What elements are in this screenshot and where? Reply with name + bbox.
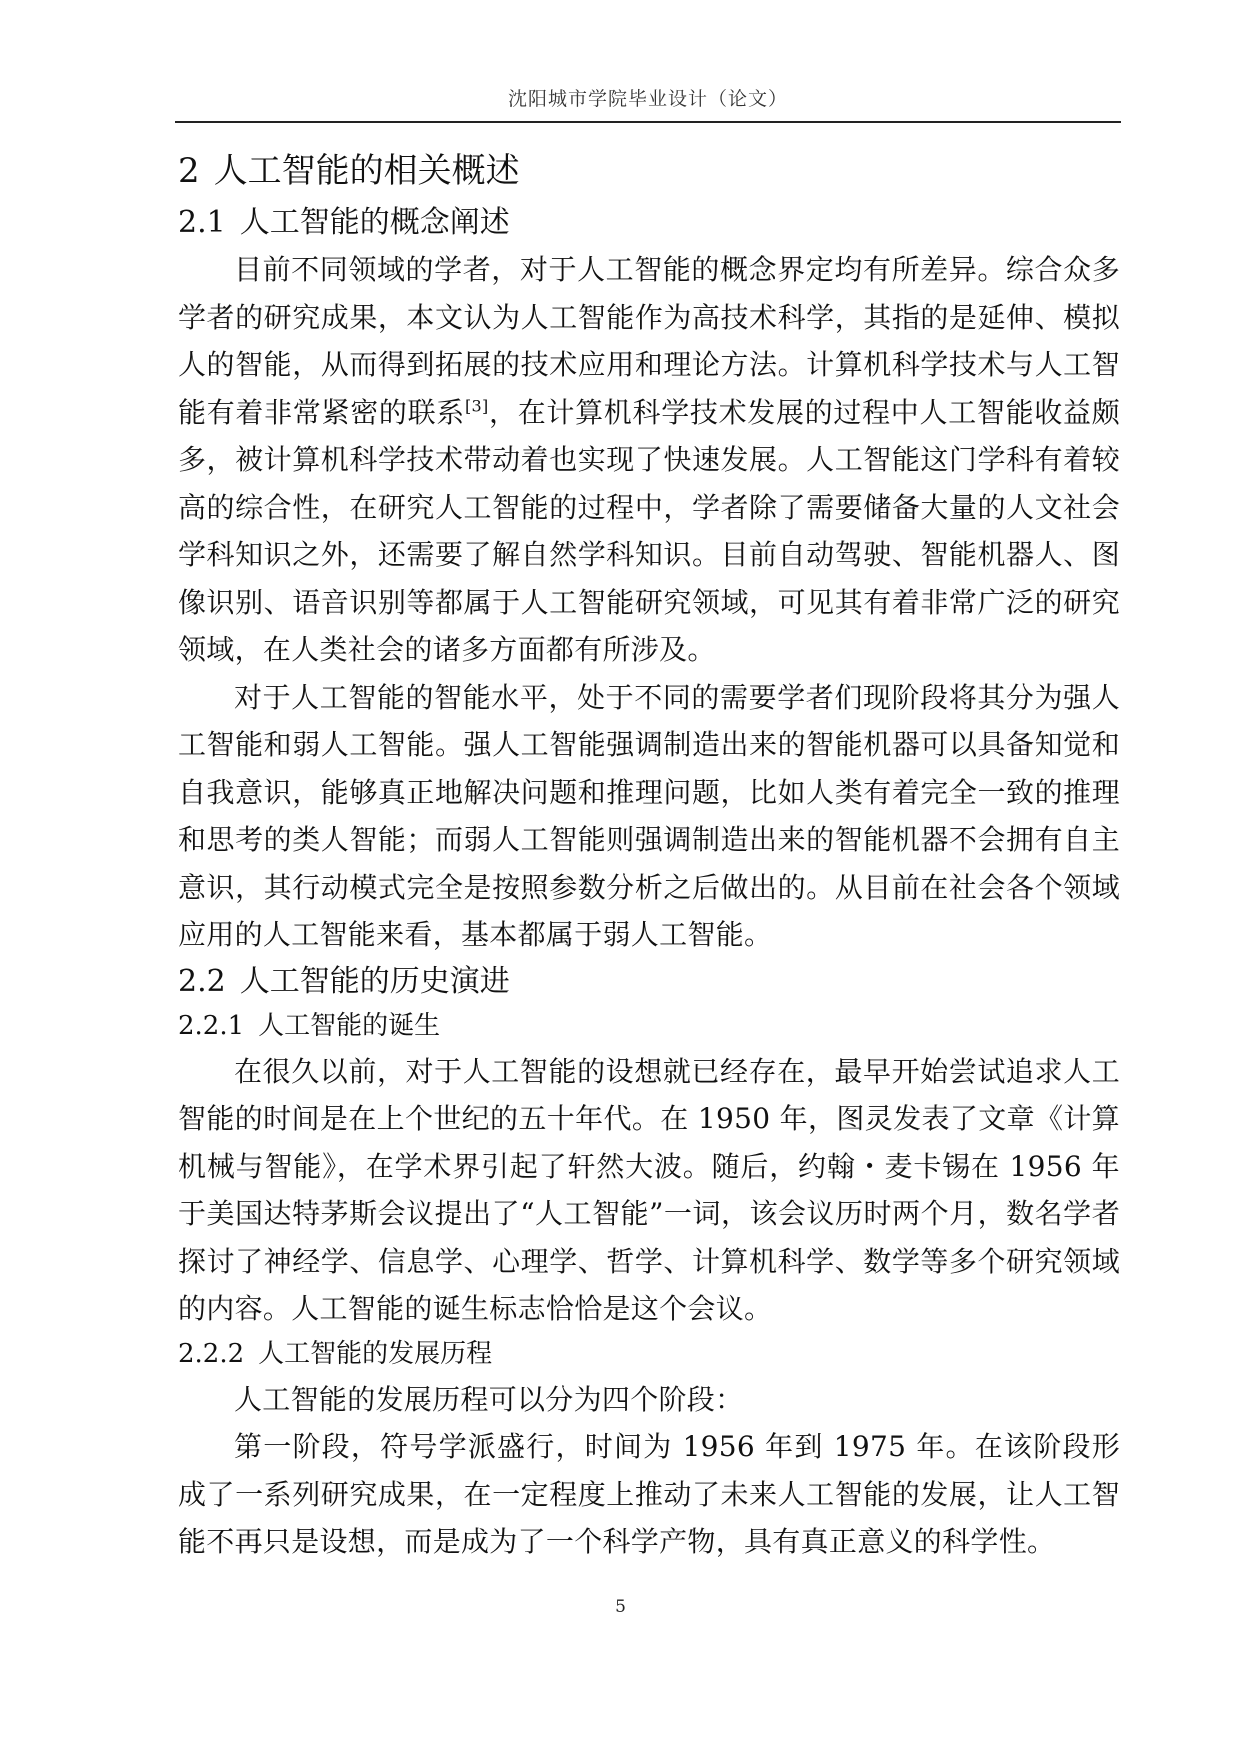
section-heading-2-2-2 (178, 1333, 1120, 1376)
section-title: 人工智能的发展历程 (258, 1338, 493, 1369)
paragraph-concept-2: 对于人工智能的智能水平，处于不同的需要学者们现阶段将其分为强人工智能和弱人工智能。强人工智能强调制造出来的智能机器可以具备知觉和自我意识，能够真正地解决问题和推理问题，比如人类有着完全一致的推理和思考的类人智能；而弱人工智能则强调制造出来的智能机器不会拥有自主意识，其行动模式完全是按照参数分析之后做出的。从目前在社会各个领域应用的人工智能来看，基本都属于弱人工智能。 (178, 680, 1120, 951)
paragraph-text: ，在计算机科学技术发展的过程中人工智能收益颇多，被计算机科学技术带动着也实现了快速发展。人工智能这门学科有着较高的综合性，在研究人工智能的过程中，学者除了需要储备大量的人文社会学科知识之外，还需要了解自然学科知识。目前自动驾驶、智能机器人、图像识别、语音识别等都属于人工智能研究领域，可见其有着非常广泛的研究领域，在人类社会的诸多方面都有所涉及。 (178, 395, 1120, 666)
section-title: 人工智能的诞生 (258, 1010, 441, 1041)
section-heading-2-1 (178, 200, 1120, 246)
section-title: 人工智能的历史演进 (239, 963, 510, 999)
page-body (178, 145, 1120, 1566)
running-header: 沈阳城市学院毕业设计（论文） (507, 88, 788, 110)
section-number: 2.2.1 (178, 1010, 245, 1041)
section-heading-2 (178, 145, 1120, 197)
header-rule (175, 121, 1121, 123)
paragraph-stage-one: 第一阶段，符号学派盛行，时间为 1956 年到 1975 年。在该阶段形成了一系列研究成果，在一定程度上推动了未来人工智能的发展，让人工智能不再只是设想，而是成为了一个科学产物，具有真正意义的科学性。 (178, 1430, 1120, 1558)
section-number: 2.2.2 (178, 1338, 245, 1369)
page-number: 5 (615, 1597, 626, 1617)
section-heading-2-2 (178, 959, 1120, 1005)
section-title: 人工智能的相关概述 (213, 151, 520, 191)
section-heading-2-2-1 (178, 1005, 1120, 1048)
section-number: 2 (178, 151, 200, 191)
paragraph-birth: 在很久以前，对于人工智能的设想就已经存在，最早开始尝试追求人工智能的时间是在上个世纪的五十年代。在 1950 年，图灵发表了文章《计算机械与智能》，在学术界引起了轩然大波。随后，约翰・麦卡锡在 1956 年于美国达特茅斯会议提出了“人工智能”一词，该会议历时两个月，数名学者探讨了神经学、信息学、心理学、哲学、计算机科学、数学等多个研究领域的内容。人工智能的诞生标志恰恰是这个会议。 (178, 1054, 1120, 1325)
paragraph-text: 目前不同领域的学者，对于人工智能的概念界定均有所差异。综合众多学者的研究成果，本文认为人工智能作为高技术科学，其指的是延伸、模拟人的智能，从而得到拓展的技术应用和理论方法。计算机科学技术与人工智能有着非常紧密的联系 (178, 253, 1120, 429)
section-number: 2.1 (178, 205, 226, 240)
paragraph-stages-intro: 人工智能的发展历程可以分为四个阶段： (234, 1382, 744, 1416)
paragraph-concept-1 (178, 246, 1120, 674)
citation-reference: [3] (465, 396, 489, 416)
section-number: 2.2 (178, 963, 226, 999)
section-title: 人工智能的概念阐述 (239, 205, 510, 240)
